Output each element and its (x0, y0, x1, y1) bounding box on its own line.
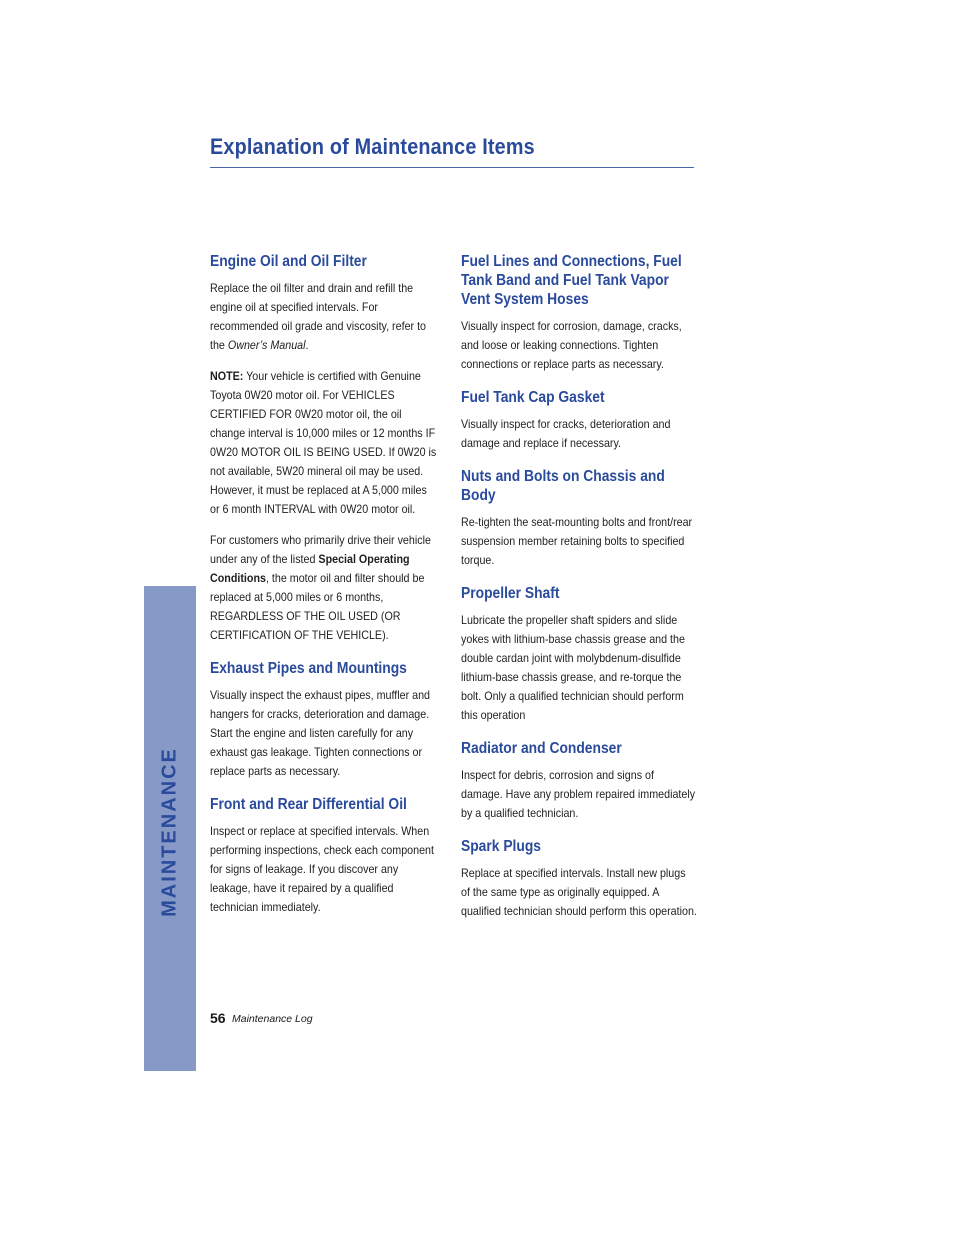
section-propeller-shaft (461, 584, 697, 725)
footer-label: Maintenance Log (232, 1013, 313, 1025)
right-column (461, 252, 697, 933)
section-exhaust (210, 659, 438, 781)
page-title: Explanation of Maintenance Items (210, 134, 535, 159)
section-title: Radiator and Condenser (461, 740, 622, 757)
title-divider (210, 167, 694, 168)
paragraph: Replace at specified intervals. Install new plugs of the same type as originally equipped. A qualified technician should perform this operation. (461, 866, 697, 918)
paragraph: Visually inspect for corrosion, damage, cracks, and loose or leaking connections. Tighten connections or replace parts as necessary. (461, 319, 682, 371)
owners-manual-reference: Owner’s Manual (227, 338, 306, 352)
paragraph: Inspect or replace at specified intervals. When performing inspections, check each component for signs of leakage. If you discover any leakage, have it repaired by a qualified technician immediately. (210, 824, 434, 914)
section-radiator (461, 739, 697, 823)
section-nuts-bolts (461, 467, 697, 570)
sidebar-tab-label: MAINTENANCE (158, 747, 181, 917)
note-label: NOTE: (210, 369, 244, 383)
section-title: Nuts and Bolts on Chassis and Body (461, 468, 665, 504)
section-title: Spark Plugs (461, 838, 542, 855)
paragraph (210, 531, 438, 645)
paragraph: Lubricate the propeller shaft spiders and slide yokes with lithium-base chassis grease and the double cardan joint with molybdenum-disulfide lithium-base chassis grease, and re-torque the bolt. Only a qualified technician should perform this operation (461, 613, 685, 722)
paragraph-end: , the motor oil and filter should be replaced at 5,000 miles or 6 months, REGARDLESS OF THE OIL USED (OR CERTIFICATION OF THE VEHICLE). (210, 571, 425, 642)
special-conditions-reference: Special Operating Conditions (210, 552, 410, 585)
paragraph (210, 279, 438, 355)
note-text: Your vehicle is certified with Genuine Toyota 0W20 motor oil. For VEHICLES CERTIFIED FOR 0W20 motor oil, the oil change interval is 10,000 miles or 12 months IF 0W20 MOTOR OIL IS BEING USED. If 0W20 is not available, 5W20 mineral oil may be used. However, it must be replaced at A 5,000 miles or 6 month INTERVAL with 0W20 motor oil. (210, 369, 437, 516)
note-paragraph (210, 367, 438, 519)
section-title: Fuel Lines and Connections, Fuel Tank Band and Fuel Tank Vapor Vent System Hoses (461, 253, 682, 308)
paragraph-end: . (305, 338, 309, 352)
section-title: Fuel Tank Cap Gasket (461, 389, 605, 406)
section-title: Engine Oil and Oil Filter (210, 253, 367, 270)
section-engine-oil (210, 252, 438, 645)
paragraph: Re-tighten the seat-mounting bolts and front/rear suspension member retaining bolts to specified torque. (461, 515, 693, 567)
section-title: Propeller Shaft (461, 585, 560, 602)
page-number: 56 (210, 1010, 226, 1026)
section-spark-plugs (461, 837, 697, 921)
section-differential-oil (210, 795, 438, 917)
paragraph: Visually inspect the exhaust pipes, muffler and hangers for cracks, deterioration and damage. Start the engine and listen carefully for any exhaust gas leakage. Tighten connections or replace parts as necessary. (210, 688, 431, 778)
paragraph-text: For customers who primarily drive their vehicle under any of the listed (210, 533, 431, 566)
paragraph: Visually inspect for cracks, deterioration and damage and replace if necessary. (461, 417, 671, 450)
section-fuel-cap (461, 388, 697, 453)
section-title: Exhaust Pipes and Mountings (210, 660, 407, 677)
section-title: Front and Rear Differential Oil (210, 796, 407, 813)
paragraph-text: Replace the oil filter and drain and refill the engine oil at specified intervals. For recommended oil grade and viscosity, refer to the (210, 281, 427, 352)
paragraph: Inspect for debris, corrosion and signs of damage. Have any problem repaired immediately by a qualified technician. (461, 768, 696, 820)
left-column (210, 252, 438, 929)
section-fuel-lines (461, 252, 697, 374)
